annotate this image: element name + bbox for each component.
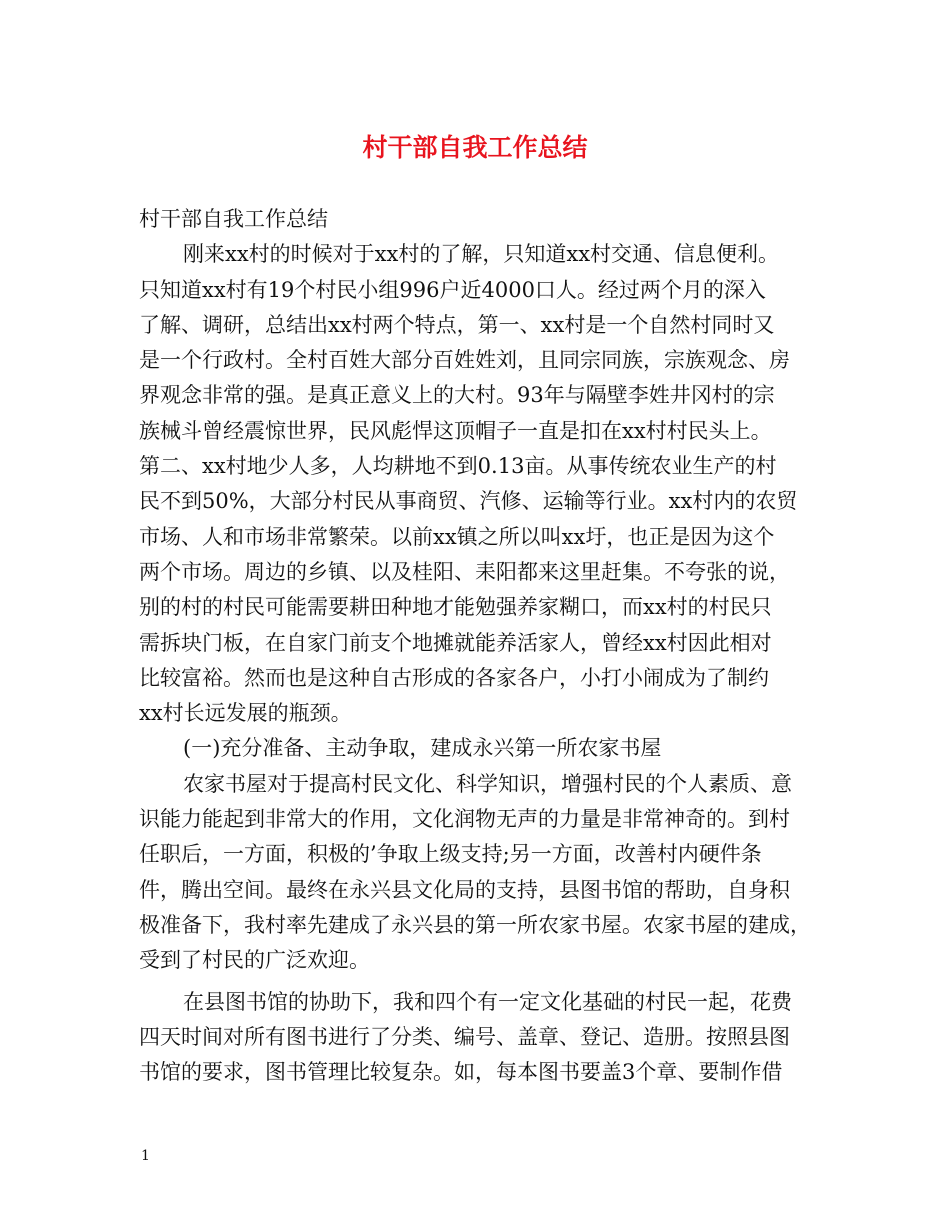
text-line: 刚来xx村的时候对于xx村的了解，只知道xx村交通、信息便利。 <box>183 242 780 267</box>
paragraph <box>139 767 821 979</box>
text-line: 界观念非常的强。是真正意义上的大村。93年与隔壁李姓井冈村的宗 <box>139 383 775 408</box>
text-line: 两个市场。周边的乡镇、以及桂阳、耒阳都来这里赶集。不夸张的说， <box>139 559 790 584</box>
text-line: 只知道xx村有19个村民小组996户近4000口人。经过两个月的深入 <box>139 277 766 302</box>
text-line: 族械斗曾经震惊世界，民风彪悍这顶帽子一直是扣在xx村村民头上。 <box>139 418 772 443</box>
text-line: 在县图书馆的协助下，我和四个有一定文化基础的村民一起，花费 <box>183 989 792 1014</box>
text-line: (一)充分准备、主动争取，建成永兴第一所农家书屋 <box>183 736 662 761</box>
text-line: xx村长远发展的瓶颈。 <box>139 701 352 726</box>
text-line: 第二、xx村地少人多，人均耕地不到0.13亩。从事传统农业生产的村 <box>139 454 777 479</box>
text-line: 市场、人和市场非常繁荣。以前xx镇之所以叫xx圩，也正是因为这个 <box>139 524 775 549</box>
text-line: 识能力能起到非常大的作用，文化润物无声的力量是非常神奇的。到村 <box>139 807 790 832</box>
text-line: 极准备下，我村率先建成了永兴县的第一所农家书屋。农家书屋的建成， <box>139 912 811 937</box>
text-line: 受到了村民的广泛欢迎。 <box>139 948 370 973</box>
text-line: 别的村的村民可能需要耕田种地才能勉强养家糊口，而xx村的村民只 <box>139 595 772 620</box>
paragraph <box>139 202 821 237</box>
document-body <box>139 202 821 1090</box>
text-line: 了解、调研，总结出xx村两个特点，第一、xx村是一个自然村同时又 <box>139 312 775 337</box>
text-line: 民不到50%，大部分村民从事商贸、汽修、运输等行业。xx村内的农贸 <box>139 489 798 514</box>
text-line: 村干部自我工作总结 <box>139 207 328 231</box>
text-line: 任职后，一方面，积极的’争取上级支持;另一方面，改善村内硬件条 <box>139 842 762 867</box>
paragraph <box>139 237 821 731</box>
paragraph <box>139 985 821 1091</box>
text-line: 书馆的要求，图书管理比较复杂。如，每本图书要盖3个章、要制作借 <box>139 1060 783 1085</box>
text-line: 件，腾出空间。最终在永兴县文化局的支持，县图书馆的帮助，自身积 <box>139 877 790 902</box>
text-line: 农家书屋对于提高村民文化、科学知识，增强村民的个人素质、意 <box>183 771 792 796</box>
text-line: 需拆块门板，在自家门前支个地摊就能养活家人，曾经xx村因此相对 <box>139 630 772 655</box>
text-line: 比较富裕。然而也是这种自古形成的各家各户，小打小闹成为了制约 <box>139 665 769 690</box>
section-heading <box>139 731 821 766</box>
text-line: 四天时间对所有图书进行了分类、编号、盖章、登记、造册。按照县图 <box>139 1024 790 1049</box>
document-title: 村干部自我工作总结 <box>362 133 588 162</box>
page-number: 1 <box>141 1148 150 1164</box>
text-line: 是一个行政村。全村百姓大部分百姓姓刘，且同宗同族，宗族观念、房 <box>139 348 790 373</box>
